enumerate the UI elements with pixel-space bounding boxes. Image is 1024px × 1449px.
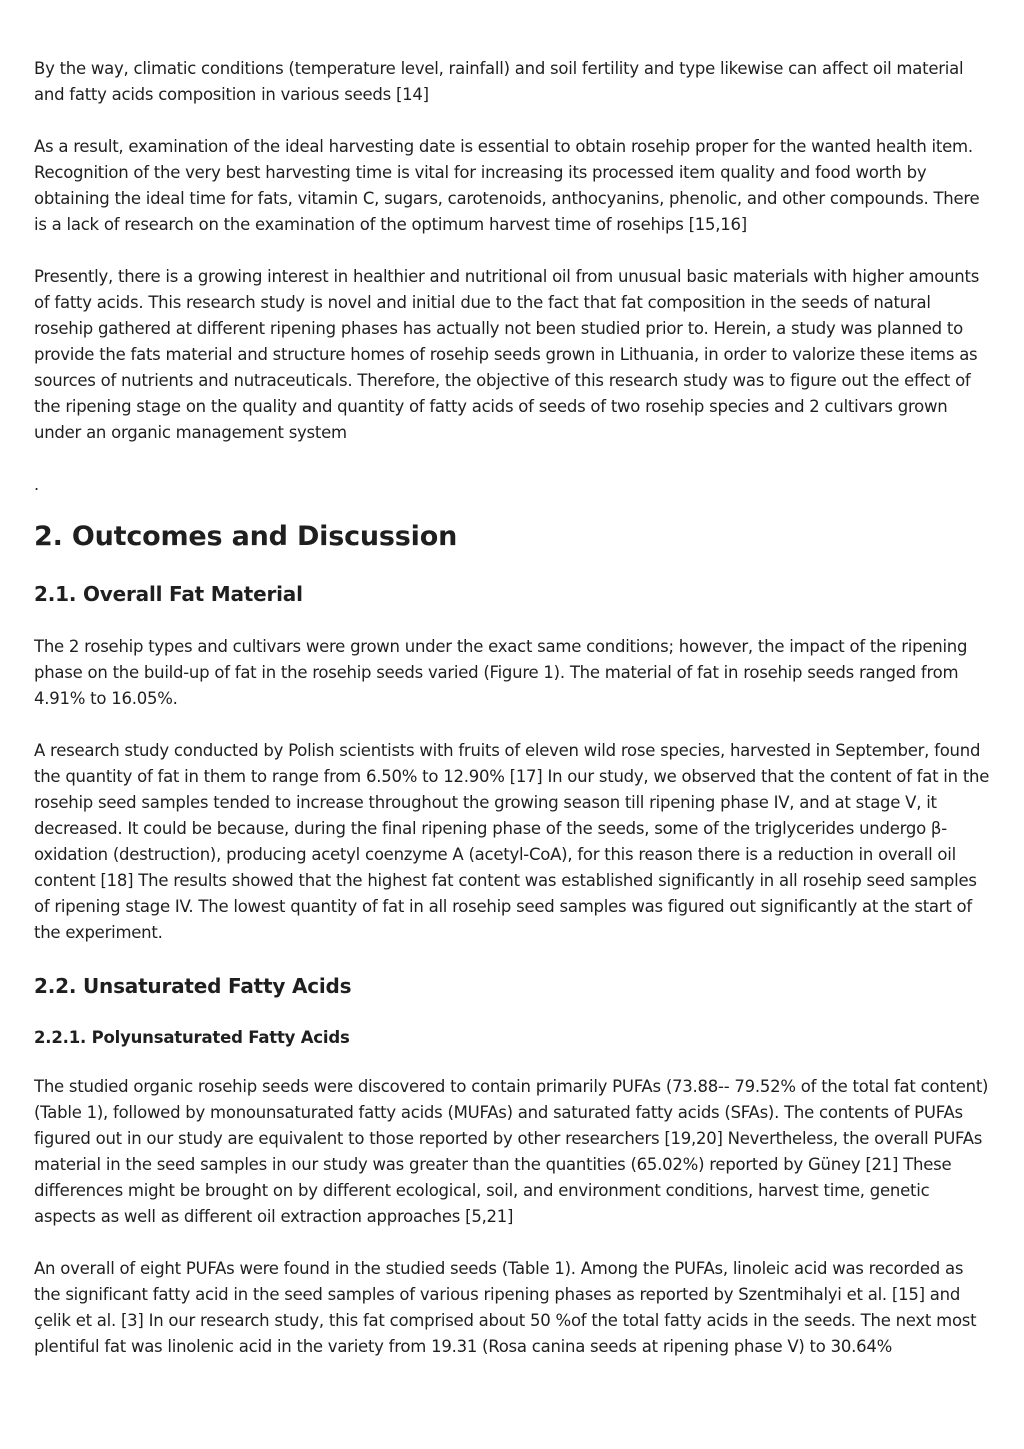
section-2-1-paragraph-1: The 2 rosehip types and cultivars were grown under the exact same conditions; however, the impact of the ripening phase on the build-up of fat in the rosehip seeds varied (Figure 1). The material of fat in rosehip seeds ranged from 4.91% to 16.05%.: [34, 637, 968, 708]
section-2-2-1-heading: 2.2.1. Polyunsaturated Fatty Acids: [34, 1028, 350, 1047]
section-2-1-paragraph-2: A research study conducted by Polish scientists with fruits of eleven wild rose species, harvested in September, found the quantity of fat in them to range from 6.50% to 12.90% [17] In our study, we observed that the content of fat in the rosehip seed samples tended to increase throughout the growing season till ripening phase IV, and at stage V, it decreased. It could be because, during the final ripening phase of the seeds, some of the triglycerides undergo β-oxidation (destruction), producing acetyl coenzyme A (acetyl-CoA), for this reason there is a reduction in overall oil content [18] The results showed that the highest fat content was established significantly in all rosehip seed samples of ripening stage IV. The lowest quantity of fat in all rosehip seed samples was figured out significantly at the start of the experiment.: [34, 741, 990, 942]
section-2-2-1-paragraph-2: An overall of eight PUFAs were found in the studied seeds (Table 1). Among the PUFAs, linoleic acid was recorded as the significant fatty acid in the seed samples of various ripening phases as reported by Szentmihalyi et al. [15] and çelik et al. [3] In our research study, this fat comprised about 50 %of the total fatty acids in the seeds. The next most plentiful fat was linolenic acid in the variety from 19.31 (Rosa canina seeds at ripening phase V) to 30.64%: [34, 1259, 977, 1356]
intro-paragraph-1: By the way, climatic conditions (temperature level, rainfall) and soil fertility and type likewise can affect oil material and fatty acids composition in various seeds [14]: [34, 59, 964, 104]
section-2-2-heading: 2.2. Unsaturated Fatty Acids: [34, 974, 352, 998]
intro-paragraph-3: Presently, there is a growing interest in healthier and nutritional oil from unusual basic materials with higher amounts of fatty acids. This research study is novel and initial due to the fact that fat composition in the seeds of natural rosehip gathered at different ripening phases has actually not been studied prior to. Herein, a study was planned to provide the fats material and structure homes of rosehip seeds grown in Lithuania, in order to valorize these items as sources of nutrients and nutraceuticals. Therefore, the objective of this research study was to figure out the effect of the ripening stage on the quality and quantity of fatty acids of seeds of two rosehip species and 2 cultivars grown under an organic management system: [34, 267, 980, 442]
section-2-2-1-paragraph-1: The studied organic rosehip seeds were discovered to contain primarily PUFAs (73.88-- 79.52% of the total fat content) (Table 1), followed by monounsaturated fatty acids (MUFAs) and saturated fatty acids (SFAs). The contents of PUFAs figured out in our study are equivalent to those reported by other researchers [19,20] Nevertheless, the overall PUFAs material in the seed samples in our study was greater than the quantities (65.02%) reported by Güney [21] These differences might be brought on by different ecological, soil, and environment conditions, harvest time, genetic aspects as well as different oil extraction approaches [5,21]: [34, 1077, 989, 1226]
intro-paragraph-2: As a result, examination of the ideal harvesting date is essential to obtain rosehip proper for the wanted health item. Recognition of the very best harvesting time is vital for increasing its processed item quality and food worth by obtaining the ideal time for fats, vitamin C, sugars, carotenoids, anthocyanins, phenolic, and other compounds. There is a lack of research on the examination of the optimum harvest time of rosehips [15,16]: [34, 137, 980, 234]
section-2-1-heading: 2.1. Overall Fat Material: [34, 582, 303, 606]
section-2-heading: 2. Outcomes and Discussion: [34, 521, 458, 552]
stray-period: .: [34, 475, 39, 494]
